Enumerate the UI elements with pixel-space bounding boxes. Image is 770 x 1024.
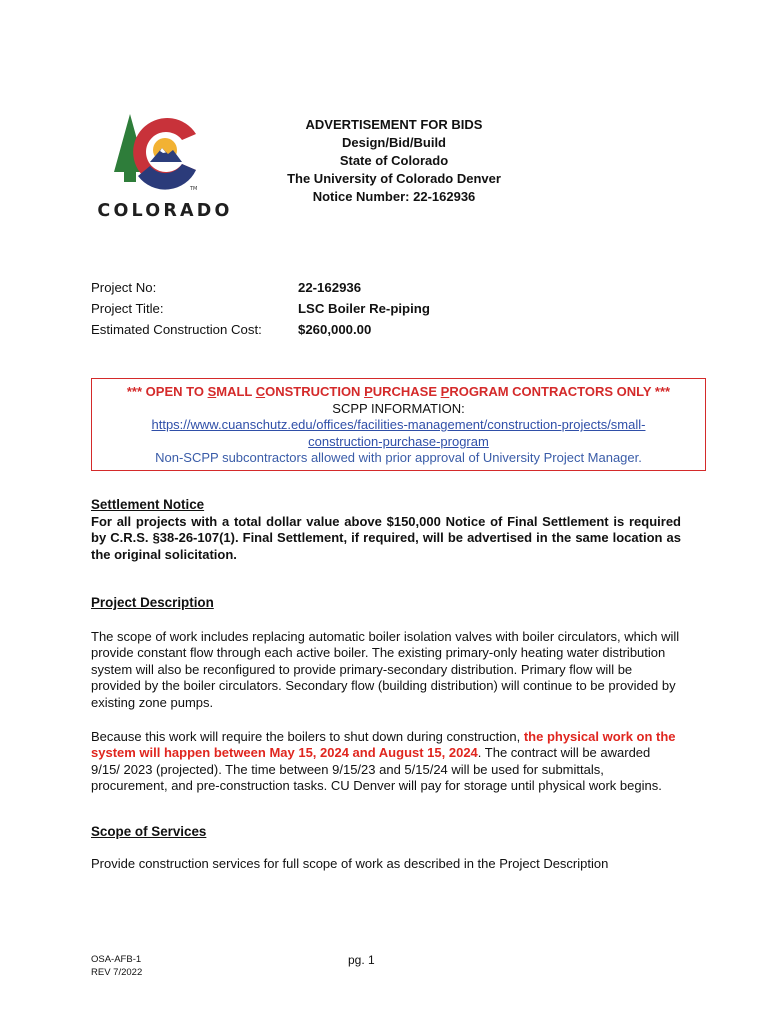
scope-of-services-section: [91, 824, 681, 872]
project-description-title: Project Description: [91, 595, 214, 610]
scpp-info-label: SCPP INFORMATION:: [332, 400, 465, 416]
page-number: pg. 1: [348, 953, 375, 967]
scpp-link-line2[interactable]: construction-purchase-program: [308, 433, 489, 449]
footer-form-id: OSA-AFB-1: [91, 954, 142, 965]
settlement-notice-text: For all projects with a total dollar value above $150,000 Notice of Final Settlement is required by C.R.S. §38-26-107(1). Final Settlement, if required, will be advertised in the same location as the original solicitation.: [91, 513, 681, 562]
header-university: The University of Colorado Denver: [287, 171, 501, 186]
construction-cost-label: Estimated Construction Cost:: [91, 322, 262, 337]
project-no-label: Project No:: [91, 280, 157, 295]
colorado-c-logo-icon: [110, 112, 210, 194]
schedule-text-start: Because this work will require the boilers to shut down during construction,: [91, 728, 524, 744]
project-description-section: [91, 595, 681, 795]
scpp-s-rest: MALL: [216, 384, 256, 399]
scpp-subcontractor-note: Non-SCPP subcontractors allowed with prior approval of University Project Manager.: [155, 450, 642, 465]
construction-cost-value: $260,000.00: [298, 322, 372, 337]
trademark-mark: TM: [190, 186, 198, 192]
logo-wordmark: COLORADO: [97, 201, 233, 221]
header-state: State of Colorado: [339, 153, 449, 168]
scope-of-services-text: Provide construction services for full scope of work as described in the Project Description: [91, 855, 609, 871]
header-notice-number: Notice Number: 22-162936: [312, 189, 476, 204]
scpp-link-line1[interactable]: https://www.cuanschutz.edu/offices/facilities-management/construction-projects/small-: [151, 417, 646, 432]
scpp-p-letter: P: [364, 384, 373, 399]
scpp-c-letter: C: [255, 384, 266, 399]
scpp-s-letter: S: [207, 384, 217, 399]
settlement-notice-title: Settlement Notice: [91, 497, 205, 512]
project-title-value: LSC Boiler Re-piping: [298, 301, 430, 316]
settlement-notice-section: [91, 497, 681, 563]
project-title-label: Project Title:: [91, 301, 164, 316]
footer-form-info: [91, 953, 142, 979]
scpp-headline: [92, 384, 705, 401]
footer-revision: REV 7/2022: [91, 967, 143, 978]
schedule-text-end: . The contract will be awarded 9/15/ 2023 (projected). The time between 9/15/23 and 5/15/24 will be used for submittals, procurement, and pre-construction tasks. CU Denver will pay for storage until physical work begins.: [91, 745, 662, 794]
colorado-logo: [92, 112, 238, 224]
schedule-highlight: the physical work on the system will happen between May 15, 2024 and August 15, 2024: [91, 728, 676, 761]
header-delivery-method: Design/Bid/Build: [342, 135, 446, 150]
scpp-p-rest: URCHASE: [372, 384, 441, 399]
scpp-p2-rest: ROGRAM CONTRACTORS ONLY ***: [449, 384, 671, 399]
project-no-value: 22-162936: [298, 280, 362, 295]
scpp-info-link[interactable]: [152, 417, 646, 449]
project-description-paragraph: The scope of work includes replacing automatic boiler isolation valves with boiler circulators, which will provide constant flow through each active boiler. The existing primary-only heating water distribution system will also be reconfigured to provide primary-secondary distribution. Primary flow will be provided by the boiler circulators. Secondary flow (building distribution) will continue to be provided by existing zone pumps.: [91, 628, 680, 710]
scpp-headline-prefix: *** OPEN TO: [126, 384, 208, 399]
header-title: ADVERTISEMENT FOR BIDS: [305, 117, 483, 132]
scpp-p2-letter: P: [440, 384, 450, 399]
scpp-notice-box: [91, 378, 706, 471]
scope-of-services-title: Scope of Services: [91, 824, 207, 839]
scpp-c-rest: ONSTRUCTION: [265, 384, 365, 399]
project-schedule-paragraph: [91, 729, 681, 795]
advertisement-header: [270, 116, 518, 206]
